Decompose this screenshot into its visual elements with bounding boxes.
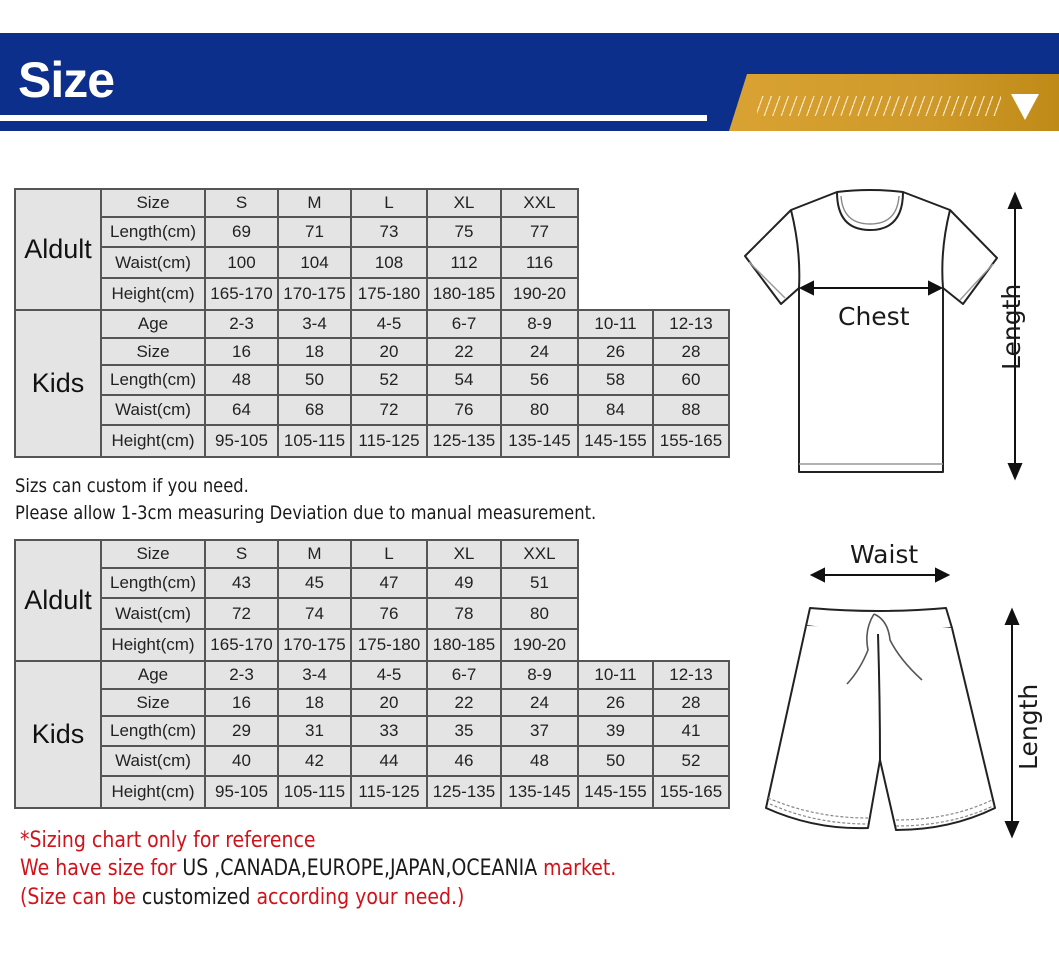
table-cell: 24	[501, 689, 578, 716]
market-disclaimer	[20, 856, 616, 881]
table-cell: 116	[501, 247, 578, 278]
table-cell: XXL	[501, 189, 578, 217]
custom-size-note: Sizs can custom if you need.	[15, 475, 249, 497]
row-label: Waist(cm)	[101, 746, 205, 776]
customize-text-a: (Size can be	[20, 885, 142, 910]
table-cell: 84	[578, 395, 653, 425]
table-cell: 2-3	[205, 661, 278, 689]
table-cell: 33	[351, 716, 427, 746]
table-cell: 68	[278, 395, 351, 425]
row-label: Waist(cm)	[101, 395, 205, 425]
table-cell: 175-180	[351, 278, 427, 310]
row-label: Size	[101, 540, 205, 568]
table-cell: 12-13	[653, 310, 729, 338]
blank-cell	[578, 217, 729, 247]
table-cell: 40	[205, 746, 278, 776]
table-cell: 20	[351, 338, 427, 365]
table-cell: 88	[653, 395, 729, 425]
table-cell: 48	[501, 746, 578, 776]
table-cell: 135-145	[501, 776, 578, 808]
table-cell: 80	[501, 598, 578, 629]
table-cell: 155-165	[653, 425, 729, 457]
table-cell: 105-115	[278, 776, 351, 808]
table-cell: 16	[205, 689, 278, 716]
table-cell: 56	[501, 365, 578, 395]
triangle-down-icon	[1011, 94, 1039, 120]
table-cell: 35	[427, 716, 501, 746]
table-cell: 8-9	[501, 310, 578, 338]
table-cell: 80	[501, 395, 578, 425]
table-cell: 6-7	[427, 310, 501, 338]
table-cell: 72	[351, 395, 427, 425]
table-cell: 64	[205, 395, 278, 425]
table-cell: 28	[653, 689, 729, 716]
header-banner	[0, 33, 1059, 131]
table-cell: 135-145	[501, 425, 578, 457]
table-cell: 12-13	[653, 661, 729, 689]
table-cell: 20	[351, 689, 427, 716]
table-cell: 18	[278, 338, 351, 365]
market-text-a: We have size for	[20, 856, 183, 881]
customize-text-b: according your need.)	[250, 885, 465, 910]
table-cell: 75	[427, 217, 501, 247]
table-cell: 22	[427, 689, 501, 716]
row-label: Size	[101, 338, 205, 365]
table-cell: 4-5	[351, 310, 427, 338]
row-label: Size	[101, 689, 205, 716]
table-cell: 16	[205, 338, 278, 365]
table-cell: 71	[278, 217, 351, 247]
table-cell: 69	[205, 217, 278, 247]
table-cell: 77	[501, 217, 578, 247]
title-underline	[0, 115, 707, 121]
page-title: Size	[18, 52, 115, 108]
table-cell: 37	[501, 716, 578, 746]
waist-label: Waist	[850, 540, 919, 569]
blank-cell	[578, 540, 729, 568]
table-cell: 105-115	[278, 425, 351, 457]
table-cell: 180-185	[427, 278, 501, 310]
row-label: Age	[101, 310, 205, 338]
table-cell: 95-105	[205, 425, 278, 457]
table-cell: 145-155	[578, 425, 653, 457]
table-cell: 180-185	[427, 629, 501, 661]
shorts-diagram	[750, 530, 1059, 850]
table-cell: 22	[427, 338, 501, 365]
table-cell: 190-20	[501, 278, 578, 310]
table-cell: L	[351, 189, 427, 217]
table-cell: 100	[205, 247, 278, 278]
table-cell: 26	[578, 338, 653, 365]
table-cell: 50	[578, 746, 653, 776]
row-label: Length(cm)	[101, 217, 205, 247]
table-cell: 76	[427, 395, 501, 425]
table-cell: 54	[427, 365, 501, 395]
blank-cell	[578, 278, 729, 310]
table-cell: 165-170	[205, 278, 278, 310]
table-cell: 165-170	[205, 629, 278, 661]
table-cell: 3-4	[278, 661, 351, 689]
table-cell: XL	[427, 540, 501, 568]
blank-cell	[578, 629, 729, 661]
table-cell: M	[278, 540, 351, 568]
reference-disclaimer: *Sizing chart only for reference	[20, 828, 316, 853]
gold-ribbon	[729, 74, 1059, 131]
table-cell: 125-135	[427, 776, 501, 808]
shorts-size-table	[14, 539, 730, 809]
blank-cell	[578, 189, 729, 217]
row-label: Age	[101, 661, 205, 689]
table-cell: M	[278, 189, 351, 217]
table-cell: 170-175	[278, 278, 351, 310]
table-cell: 49	[427, 568, 501, 598]
table-cell: 24	[501, 338, 578, 365]
row-label: Height(cm)	[101, 629, 205, 661]
blank-cell	[578, 247, 729, 278]
customize-word: customized	[141, 885, 251, 910]
row-label: Length(cm)	[101, 568, 205, 598]
table-cell: 50	[278, 365, 351, 395]
table-cell: 18	[278, 689, 351, 716]
table-cell: 74	[278, 598, 351, 629]
group-label-adult: Aldult	[15, 189, 101, 310]
blank-cell	[578, 598, 729, 629]
blank-cell	[578, 568, 729, 598]
market-list: US ,CANADA,EUROPE,JAPAN,OCEANIA	[182, 856, 538, 881]
table-cell: 10-11	[578, 661, 653, 689]
table-cell: 72	[205, 598, 278, 629]
table-cell: 6-7	[427, 661, 501, 689]
table-cell: 78	[427, 598, 501, 629]
table-cell: 52	[351, 365, 427, 395]
table-cell: 47	[351, 568, 427, 598]
shirt-length-label: Length	[997, 283, 1026, 370]
table-cell: 39	[578, 716, 653, 746]
table-cell: 48	[205, 365, 278, 395]
table-cell: 175-180	[351, 629, 427, 661]
table-cell: S	[205, 189, 278, 217]
table-cell: 170-175	[278, 629, 351, 661]
shorts-icon	[750, 530, 1059, 850]
table-cell: 44	[351, 746, 427, 776]
table-cell: 31	[278, 716, 351, 746]
table-cell: 155-165	[653, 776, 729, 808]
row-label: Height(cm)	[101, 776, 205, 808]
table-cell: 190-20	[501, 629, 578, 661]
table-cell: 115-125	[351, 776, 427, 808]
table-cell: 46	[427, 746, 501, 776]
chest-label: Chest	[838, 302, 910, 331]
table-cell: 8-9	[501, 661, 578, 689]
table-cell: 52	[653, 746, 729, 776]
group-label-kids: Kids	[15, 310, 101, 457]
deviation-note: Please allow 1-3cm measuring Deviation due to manual measurement.	[15, 502, 597, 524]
group-label-kids: Kids	[15, 661, 101, 808]
table-cell: 125-135	[427, 425, 501, 457]
table-cell: 95-105	[205, 776, 278, 808]
table-cell: 10-11	[578, 310, 653, 338]
table-cell: 3-4	[278, 310, 351, 338]
market-text-b: market.	[537, 856, 617, 881]
table-cell: 51	[501, 568, 578, 598]
table-cell: XL	[427, 189, 501, 217]
table-cell: XXL	[501, 540, 578, 568]
table-cell: 45	[278, 568, 351, 598]
table-cell: 2-3	[205, 310, 278, 338]
customize-disclaimer	[20, 885, 464, 910]
shorts-length-label: Length	[1014, 683, 1043, 770]
group-label-adult: Aldult	[15, 540, 101, 661]
table-cell: 60	[653, 365, 729, 395]
table-cell: 145-155	[578, 776, 653, 808]
table-cell: 115-125	[351, 425, 427, 457]
table-cell: 112	[427, 247, 501, 278]
table-cell: 73	[351, 217, 427, 247]
table-cell: 76	[351, 598, 427, 629]
row-label: Waist(cm)	[101, 598, 205, 629]
row-label: Height(cm)	[101, 425, 205, 457]
table-cell: 29	[205, 716, 278, 746]
table-cell: 41	[653, 716, 729, 746]
table-cell: 108	[351, 247, 427, 278]
table-cell: 104	[278, 247, 351, 278]
table-cell: 43	[205, 568, 278, 598]
table-cell: 42	[278, 746, 351, 776]
tops-size-table	[14, 188, 730, 458]
table-cell: 4-5	[351, 661, 427, 689]
table-cell: 28	[653, 338, 729, 365]
table-cell: L	[351, 540, 427, 568]
table-cell: 26	[578, 689, 653, 716]
stripe-pattern	[757, 96, 1001, 116]
row-label: Length(cm)	[101, 716, 205, 746]
row-label: Size	[101, 189, 205, 217]
tshirt-diagram	[735, 180, 1059, 490]
row-label: Waist(cm)	[101, 247, 205, 278]
table-cell: S	[205, 540, 278, 568]
row-label: Height(cm)	[101, 278, 205, 310]
table-cell: 58	[578, 365, 653, 395]
row-label: Length(cm)	[101, 365, 205, 395]
